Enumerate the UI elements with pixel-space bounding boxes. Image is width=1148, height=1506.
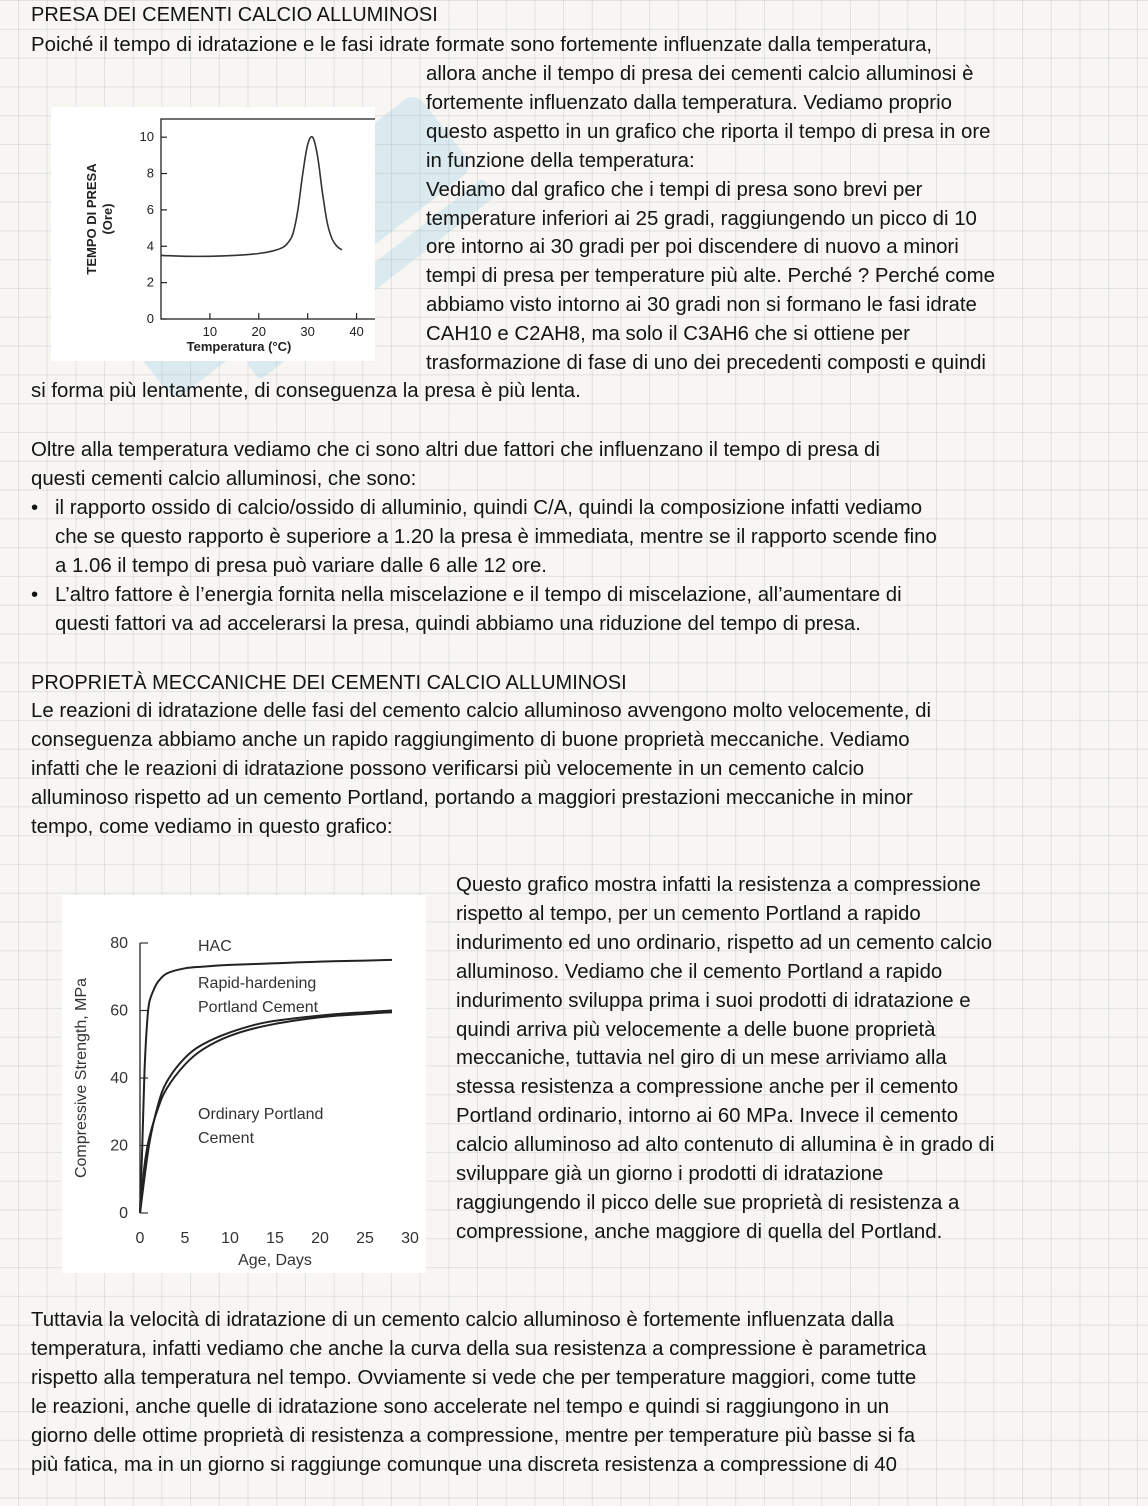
x-tick-label: 20 xyxy=(251,324,267,339)
text-line: a 1.06 il tempo di presa può variare dalle 6 alle 12 ore. xyxy=(55,554,547,577)
text-line: alluminoso. Vediamo che il cemento Portland a rapido xyxy=(456,960,943,983)
x-tick-label: 40 xyxy=(349,324,364,339)
text-line: abbiamo visto intorno ai 30 gradi non si formano le fasi idrate xyxy=(426,294,977,317)
text-line: stessa resistenza a compressione anche per il cemento xyxy=(456,1076,959,1099)
text-line: Portland ordinario, intorno ai 60 MPa. Invece il cemento xyxy=(456,1105,959,1128)
text-line: CAH10 e C2AH8, ma solo il C3AH6 che si ottiene per xyxy=(426,323,910,346)
y-axis-unit-label: (Ore) xyxy=(100,203,115,235)
bullet-icon: • xyxy=(31,497,39,519)
text-line: tempi di presa per temperature più alte. Perché ? Perché come xyxy=(426,265,995,288)
y-tick-label: 8 xyxy=(146,165,154,181)
text-line: Questo grafico mostra infatti la resistenza a compressione xyxy=(456,874,981,896)
text-line: conseguenza abbiamo anche un rapido raggiungimento di buone proprietà meccaniche. Vediamo xyxy=(31,728,910,751)
text-line: le reazioni, anche quelle di idratazione sono accelerate nel tempo e quindi si raggiungono in un xyxy=(31,1395,890,1418)
text-line: L’altro fattore è l’energia fornita nella miscelazione e il tempo di miscelazione, all’aumentare di xyxy=(55,584,902,606)
text-line: il rapporto ossido di calcio/ossido di alluminio, quindi C/A, quindi la composizione infatti vediamo xyxy=(55,497,923,519)
section2-side-text xyxy=(456,871,1126,1247)
text-line: calcio alluminoso ad alto contenuto di allumina è in grado di xyxy=(456,1134,995,1157)
section3-text xyxy=(31,1306,1126,1479)
section2-text xyxy=(31,697,1126,842)
text-line: questi fattori va ad accelerarsi la presa, quindi abbiamo una riduzione del tempo di presa. xyxy=(55,612,861,635)
x-tick-label: 30 xyxy=(300,324,315,339)
text-line: più fatica, ma in un giorno si raggiunge comunque una discreta resistenza a compressione di 40 xyxy=(31,1453,897,1476)
y-axis-label: Compressive Strength, MPa xyxy=(73,977,90,1179)
text-line: infatti che le reazioni di idratazione possono verificarsi più velocemente in un cemento calcio xyxy=(31,757,865,780)
y-axis-label: TEMPO DI PRESA xyxy=(84,163,99,275)
intro-line: Poiché il tempo di idratazione e le fasi idrate formate sono fortemente influenzate dalla temperatura, xyxy=(31,34,933,56)
text-line: meccaniche, tuttavia nel giro di un mese arriviamo alla xyxy=(456,1047,947,1070)
text-line: questi cementi calcio alluminosi, che sono: xyxy=(31,467,417,490)
x-tick-label: 10 xyxy=(221,1230,239,1247)
y-tick-label: 80 xyxy=(110,935,128,952)
text-line: sviluppare già un giorno i prodotti di idratazione xyxy=(456,1163,884,1186)
text-line: rispetto al tempo, per un cemento Portland a rapido xyxy=(456,902,921,925)
annotation-portland-cement: Portland Cement xyxy=(198,999,319,1016)
text-line: compressione, anche maggiore di quella del Portland. xyxy=(456,1220,943,1243)
factors-intro xyxy=(31,436,1121,494)
compressive-strength-chart xyxy=(62,895,426,1273)
y-tick-label: 4 xyxy=(146,238,154,254)
annotation-rapid-hardening: Rapid-hardening xyxy=(198,975,317,992)
factor-bullet-2 xyxy=(31,581,1126,639)
text-line: quindi arriva più velocemente a delle buone proprietà xyxy=(456,1018,936,1041)
y-tick-label: 0 xyxy=(146,311,154,326)
y-tick-label: 6 xyxy=(146,201,154,217)
setting-time-chart xyxy=(51,107,375,361)
text-line: allora anche il tempo di presa dei cementi calcio alluminosi è xyxy=(426,63,974,85)
text-line: trasformazione di fase di uno dei precedenti composti e quindi xyxy=(426,352,986,375)
y-tick-label: 0 xyxy=(119,1205,128,1222)
text-line: tempo, come vediamo in questo grafico: xyxy=(31,815,393,838)
factor-bullet-1 xyxy=(31,494,1126,581)
x-tick-label: 5 xyxy=(180,1230,190,1247)
x-tick-label: 10 xyxy=(202,324,218,339)
text-line: raggiungendo il picco delle sue proprietà di resistenza a xyxy=(456,1191,960,1214)
y-tick-label: 60 xyxy=(110,1002,128,1020)
text-line: Vediamo dal grafico che i tempi di presa sono brevi per xyxy=(426,178,923,201)
annotation-hac: HAC xyxy=(198,938,232,955)
text-line: temperature inferiori ai 25 gradi, raggiungendo un picco di 10 xyxy=(426,207,977,230)
text-line: giorno delle ottime proprietà di resistenza a compressione, mentre per temperature più basse si fa xyxy=(31,1424,916,1447)
text-line: fortemente influenzato dalla temperatura. Vediamo proprio xyxy=(426,91,952,114)
section1-side-text xyxy=(426,60,1126,378)
bullet-icon: • xyxy=(31,584,39,606)
text-line: in funzione della temperatura: xyxy=(426,149,695,172)
text-line: ore intorno ai 30 gradi per poi discendere di nuovo a minori xyxy=(426,236,959,259)
annotation-ordinary-portland: Ordinary Portland xyxy=(198,1106,324,1123)
text-line: temperatura, infatti vediamo che anche la curva della sua resistenza a compressione è parametrica xyxy=(31,1337,927,1360)
x-tick-label: 0 xyxy=(135,1230,145,1247)
section-title-proprieta: PROPRIETÀ MECCANICHE DEI CEMENTI CALCIO ALLUMINOSI xyxy=(31,672,627,694)
text-line: rispetto alla temperatura nel tempo. Ovviamente si vede che per temperature maggiori, come tutte xyxy=(31,1366,917,1389)
section-title-presa: PRESA DEI CEMENTI CALCIO ALLUMINOSI xyxy=(31,4,438,26)
x-tick-label: 30 xyxy=(401,1230,419,1247)
y-tick-label: 2 xyxy=(146,274,154,290)
text-line: che se questo rapporto è superiore a 1.20 la presa è immediata, mentre se il rapporto scende fino xyxy=(55,525,937,548)
text-line: Le reazioni di idratazione delle fasi del cemento calcio alluminoso avvengono molto velocemente, di xyxy=(31,700,931,722)
y-tick-label: 20 xyxy=(110,1137,128,1155)
x-tick-label: 20 xyxy=(311,1230,329,1247)
y-tick-label: 10 xyxy=(139,129,154,145)
section1-closing-line: si forma più lentamente, di conseguenza la presa è più lenta. xyxy=(31,380,581,402)
text-line: indurimento ed uno ordinario, rispetto ad un cemento calcio xyxy=(456,931,993,954)
y-tick-label: 40 xyxy=(110,1070,128,1087)
text-line: Oltre alla temperatura vediamo che ci sono altri due fattori che influenzano il tempo di presa di xyxy=(31,439,880,461)
x-axis-label: Temperatura (°C) xyxy=(186,339,292,354)
text-line: indurimento sviluppa prima i suoi prodotti di idratazione e xyxy=(456,989,971,1012)
text-line: questo aspetto in un grafico che riporta il tempo di presa in ore xyxy=(426,120,991,143)
x-tick-label: 25 xyxy=(356,1230,374,1247)
text-line: Tuttavia la velocità di idratazione di un cemento calcio alluminoso è fortemente influenzata dalla xyxy=(31,1309,894,1331)
annotation-cement: Cement xyxy=(198,1130,255,1147)
x-tick-label: 15 xyxy=(266,1230,284,1247)
x-axis-label: Age, Days xyxy=(238,1252,312,1269)
text-line: alluminoso rispetto ad un cemento Portland, portando a maggiori prestazioni meccaniche in minor xyxy=(31,786,913,809)
